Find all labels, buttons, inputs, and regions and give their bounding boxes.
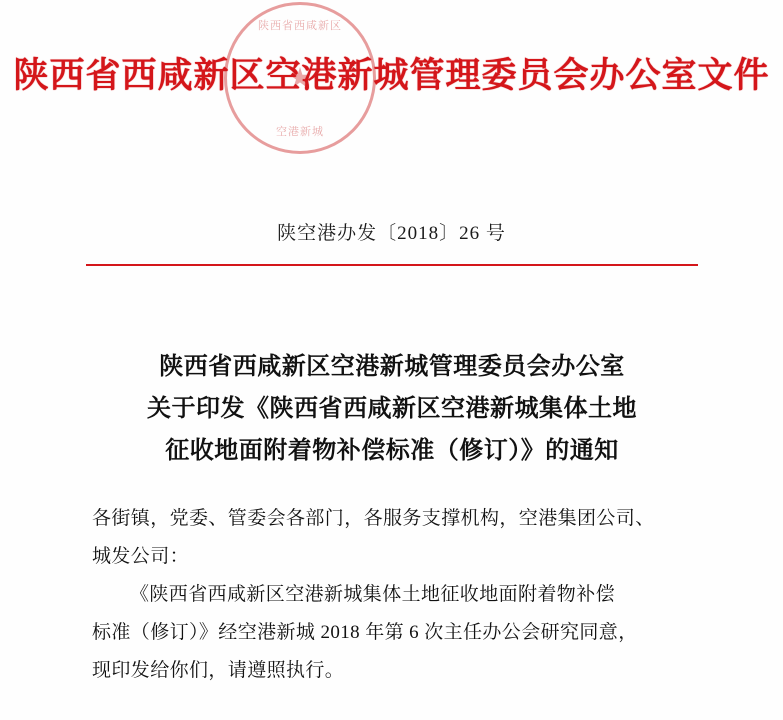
body-line-4: 标准（修订）》经空港新城 2018 年第 6 次主任办公会研究同意， [92,622,638,643]
body-line-3: 《陕西省西咸新区空港新城集体土地征收地面附着物补偿 [130,584,616,605]
seal-top-text: 陕西省西咸新区 [258,20,342,32]
title-line-1: 陕西省西咸新区空港新城管理委员会办公室 [159,354,625,380]
document-body [92,500,692,690]
document-number: 陕空港办发〔2018〕26 号 [277,223,506,244]
red-divider-rule [86,264,698,266]
body-line-2: 城发公司： [92,546,190,567]
masthead [0,52,783,99]
title-line-3: 征收地面附着物补偿标准（修订）》的通知 [165,438,619,464]
page-title [86,346,698,472]
body-line-1: 各街镇，党委、管委会各部门，各服务支撑机构，空港集团公司、 [92,508,655,529]
seal-bottom-text: 空港新城 [276,126,324,138]
body-line-5: 现印发给你们，请遵照执行。 [92,660,345,681]
masthead-title: 陕西省西咸新区空港新城管理委员会办公室文件 [13,56,770,95]
title-line-2: 关于印发《陕西省西咸新区空港新城集体土地 [147,396,637,422]
